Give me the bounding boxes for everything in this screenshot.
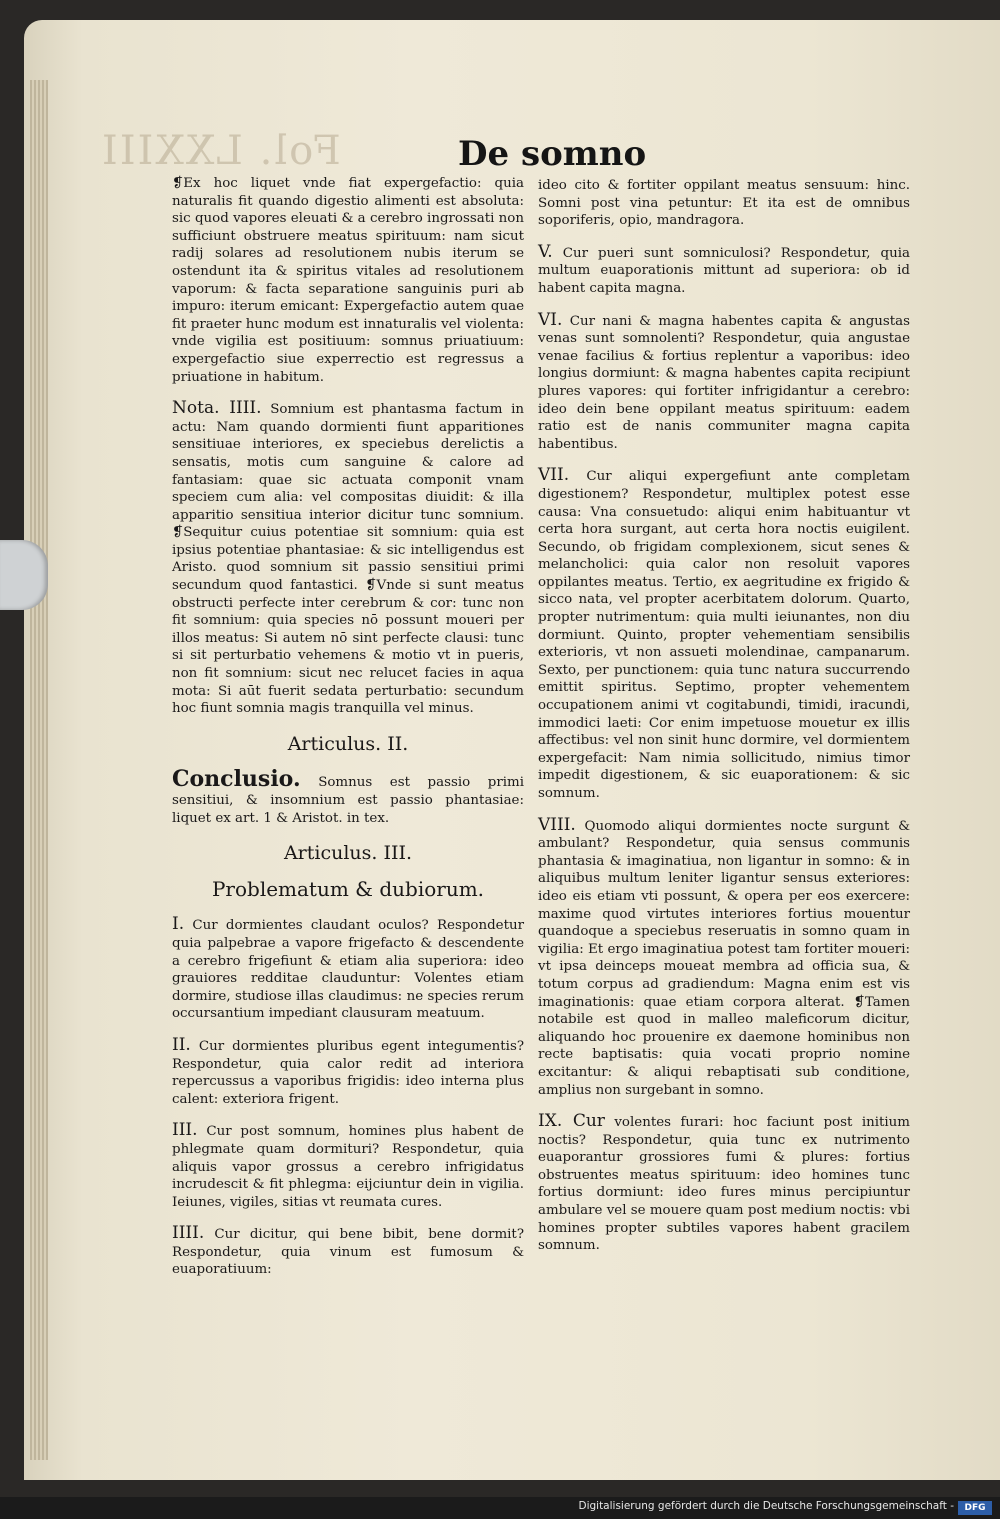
running-title: De somno — [458, 134, 647, 174]
problem-iiii: IIII. Cur dicitur, qui bene bibit, bene dormit? Respondetur, quia vinum est fumosum & euaporatiuum: — [172, 1223, 524, 1278]
paragraph-nota-iiii: Nota. IIII. Somnium est phantasma factum in actu: Nam quando dormienti fiunt apparitiones sensitiuae interiores, ex speciebus derelictis a sensatis, motis cum sanguine & calore ad fantasiam: quae sic actuata componit vnam speciem cum alia: vel compositas diuidit: & illa apparitio sensitiua interior dicitur tunc somnium. ❡Sequitur cuius potentiae sit somnium: quia est ipsius potentiae phantasiae: & sic intelligendus est Aristo. quod somnium sit passio sensitiui primi secundum quod fantastici. ❡Vnde si sunt meatus obstructi perfecte inter cerebrum & cor: tunc non fit somnium: quia species nō possunt moueri per illos meatus: Si autem nō sint perfecte clausi: tunc si sit perturbatio vehemens & motio vt in pueris, non fit somnium: sicut nec relucet facies in aqua mota: Si aūt fuerit sedata perturbatio: secundum hoc fiunt somnia magis tranquilla vel minus. — [172, 398, 524, 717]
problem-iii: III. Cur post somnum, homines plus habent de phlegmate quam dormituri? Respondetur, quia aliquis vapor grossus a cerebro infrigidatus incrudescit & fit phlegma: eijciuntur dein in vigilia. Ieiunes, vigiles, sitias vt reumata cures. — [172, 1120, 524, 1210]
problem-vii: VII. Cur aliqui expergefiunt ante completam digestionem? Respondetur, multiplex potest esse causa: Vna consuetudo: aliqui enim habituantur vt certa hora surgant, aut certa hora noctis euigilent. Secundo, ob frigidam complexionem, sicut senes & melancholici: quia calor non resoluit vapores oppilantes meatus. Tertio, ex aegritudine ex frigido & sicco nata, vel propter acerbitatem dolorum. Quarto, propter nutrimentum: quia multi ieiunantes, non diu dormiunt. Quinto, propter vehementiam sensibilis exterioris, vt non assueti molendinae, campanarum. Sexto, per punctionem: quia tunc natura succurrendo emittit spiritus. Septimo, propter vehementem occupationem animi vt cogitabundi, timidi, iracundi, immodici laeti: Cor enim impetuose mouetur ex illis affectibus: vel non sinit hunc dormire, vel dormientem expergefacit: Nam nimia sollicitudo, nimius timor impedit digestionem, & sic euaporationem: & sic somnum. — [538, 465, 910, 801]
problem-i: I. Cur dormientes claudant oculos? Respondetur quia palpebrae a vapore frigefacto & descendente a cerebro frigefiunt & etiam alia superiora: ideo grauiores redditae clauduntur: Volentes etiam dormire, studiose illas claudimus: ne species rerum occursantium impediant clausuram meatuum. — [172, 914, 524, 1022]
problem-iiii-continued: ideo cito & fortiter oppilant meatus sensuum: hinc. Somni post vina petuntur: Et ita est de omnibus soporiferis, opio, mandragora. — [538, 178, 910, 229]
problem-viii: VIII. Quomodo aliqui dormientes nocte surgunt & ambulant? Respondetur, quia sensus communis phantasia & imaginatiua, non ligantur in somno: & in aliquibus multum leniter ligantur sensus exteriores: ideo eis etiam vti possunt, & opera per eos exercere: maxime quod virtutes interiores fortius mouentur quandoque a speciebus reseruatis in somno quam in vigilia: Et ergo imaginatiua potest tam fortiter moueri: vt ipsa deinceps moueat membra ad officia sua, & totum corpus ad gradiendum: Magna enim est vis imaginationis: quae etiam corpora alterat. ❡Tamen notabile est quod in malleo maleficorum dicitur, aliquando hoc prouenire ex daemone hominibus non recte baptisatis: quia vocati proprio nomine excitantur: & aliqui rebaptisati sub conditione, amplius non surgebant in somno. — [538, 814, 910, 1098]
heading-articulus-ii: Articulus. II. — [287, 732, 409, 755]
problem-v: V. Cur pueri sunt somniculosi? Respondetur, quia multum euaporationis mittunt ad superiora: ob id habent capita magna. — [538, 241, 910, 296]
paragraph-expergefactio: ❡Ex hoc liquet vnde fiat expergefactio: quia naturalis fit quando digestio alimenti est absoluta: sic quod vapores eleuati & a cerebro ingrossati non sufficiunt obstruere meatus spirituum: nam sicut radij solares ad resolutionem nubis iterum se ostendunt ita & spiritus vitales ad resolutionem vaporum: & facta separatione sanguinis puri ab impuro: iterum emicant: Expergefactio autem quae fit praeter hunc modum est innaturalis vel violenta: vnde vigilia est positiuum: somnus priuatiuum: expergefactio siue experrectio est regressus a priuatione in habitum. — [172, 176, 524, 385]
bleed-through-folio: Fol. LXXIII — [100, 128, 341, 174]
paragraph-conclusio: Conclusio. Somnus est passio primi sensitiui, & insomnium est passio phantasiae: liquet ex art. 1 & Aristot. in tex. — [172, 766, 524, 826]
funding-credit: Digitalisierung gefördert durch die Deutsche Forschungsgemeinschaft - — [578, 1500, 954, 1512]
page-clip — [0, 540, 48, 610]
problem-vi: VI. Cur nani & magna habentes capita & angustas venas sunt somnolenti? Respondetur, quia angustae venae facilius & fortius replentur a vaporibus: ideo longius dormiunt: & magna habentes capita recipiunt plures vapores: qui fortiter infrigidantur a cerebro: ideo dein bene oppilant meatus spirituum: eadem ratio est de nanis communiter magna capita habentibus. — [538, 309, 910, 452]
page-edges — [30, 80, 48, 1460]
left-column — [172, 174, 524, 1293]
problem-ix: IX. Cur volentes furari: hoc faciunt post initium noctis? Respondetur, quia tunc ex nutrimento euaporantur grossiores fumi & plures: fortius obstruentes meatus spirituum: ideo homines tunc fortius dormiunt: ideo fures minus percipiuntur ambulare vel se mouere quam post medium noctis: vbi homines propter subtiles vapores habent gracilem somnum. — [538, 1111, 910, 1254]
heading-articulus-iii: Articulus. III. — [283, 842, 413, 865]
heading-problematum: Problematum & dubiorum. — [211, 876, 485, 901]
dfg-logo: DFG — [958, 1501, 992, 1515]
problem-ii: II. Cur dormientes pluribus egent integumentis? Respondetur, quia calor redit ad interiora repercussus a vaporibus frigidis: ideo interna plus calent: exteriora frigent. — [172, 1034, 524, 1107]
right-column — [538, 176, 910, 1269]
